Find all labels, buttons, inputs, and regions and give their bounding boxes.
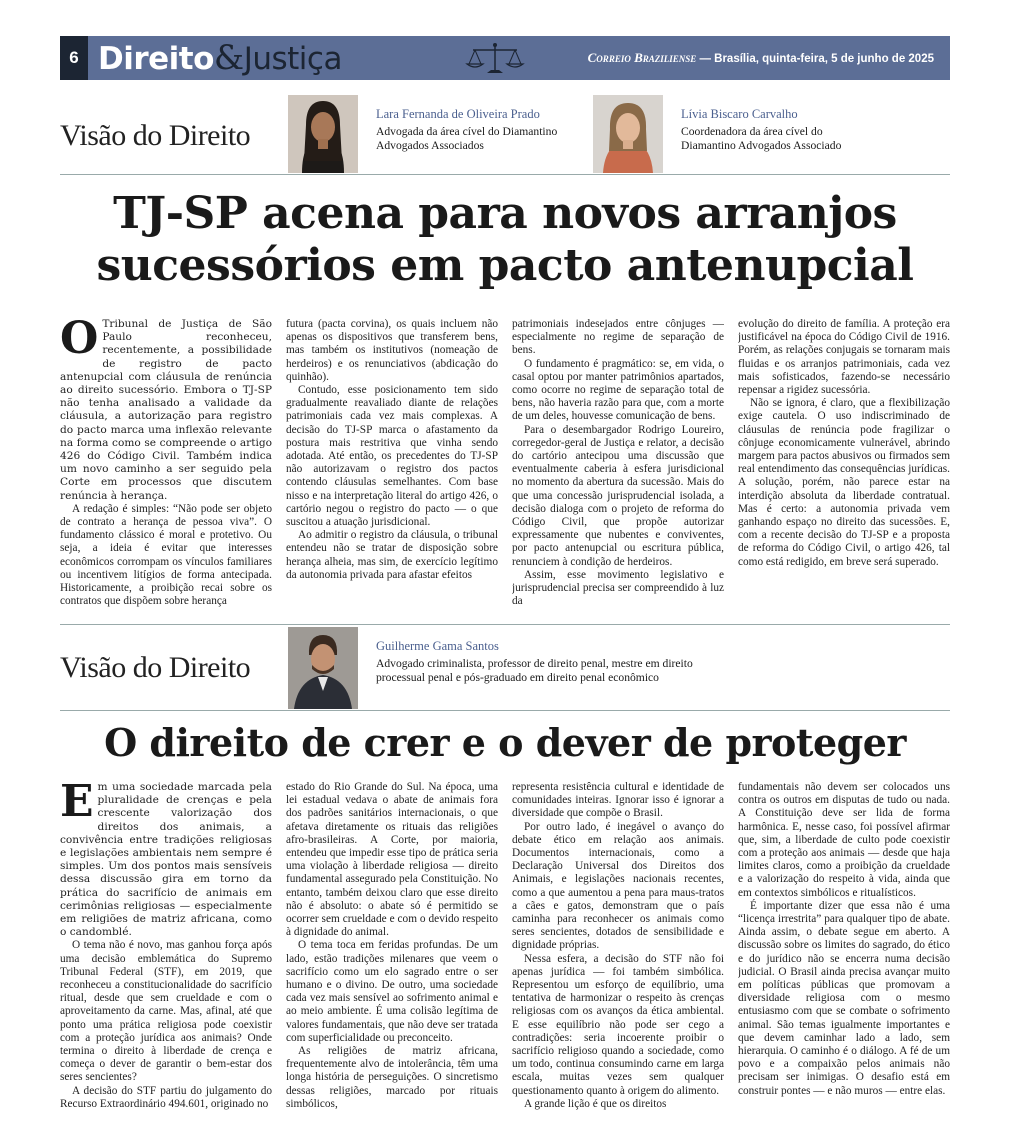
paragraph: A grande lição é que os direitos — [524, 1097, 667, 1110]
article-column — [738, 318, 950, 608]
paragraph: Ao admitir o registro da cláusula, o tribunal entendeu não se tratar de disposição sobre herança alheia, mas sim, de exercício legítimo da autonomia privada para afastar efeitos — [286, 529, 498, 581]
section-title — [98, 36, 342, 81]
author-role-line2: Diamantino Advogados Associado — [681, 139, 842, 152]
headline-article-2: O direito de crer e o dever de proteger — [104, 720, 906, 765]
paragraph: evolução do direito de família. A proteção era justificável na época do Código Civil de 1916. Porém, as relações conjugais se tornaram mais fluidas e os arranjos patrimoniais, cada vez mais sofisticados, fazendo-se necessário repensar a rigidez sucessória. — [738, 318, 950, 397]
author-strip-1 — [60, 95, 950, 175]
dropcap: E — [60, 781, 94, 827]
column-label: Visão do Direito — [60, 119, 251, 152]
column-label: Visão do Direito — [60, 651, 251, 684]
author-photo — [593, 95, 663, 173]
author-photo — [288, 95, 358, 173]
paragraph: Assim, esse movimento legislativo e jurisprudencial precisa ser compreendido à luz da — [512, 568, 724, 608]
dropcap: O — [60, 318, 99, 364]
author-role-line1: Advogada da área cível do Diamantino — [376, 124, 558, 138]
paragraph: patrimoniais indesejados entre cônjuges — especialmente no regime de separação de bens. — [512, 318, 724, 357]
lede-text: m uma sociedade marcada pela pluralidade de crenças e pela crescente valorização dos direitos dos animais, a convivência entre tradições religiosas e legislações ambientais nem sempre é simples. Um dos pontos mais sensíveis dessa discussão gira em torno da prática do sacrifício de animais em cerimônias religiosas — especialmente em religiões de matriz africana, como o candomblé. — [60, 781, 272, 939]
author-role-line2: processual penal e pós-graduado em direito penal econômico — [376, 671, 659, 684]
author-role-line2: Advogados Associados — [376, 139, 484, 152]
article-1-body — [60, 318, 950, 608]
newspaper-brand: Correio Braziliense — [587, 50, 697, 65]
paragraph: O fundamento é pragmático: se, em vida, o casal optou por manter patrimônios apartados, como ocorre no regime de separação total de bens, não haveria razão para que, com a morte de um deles, houvesse comunicação de bens. — [512, 357, 724, 423]
author-name: Lara Fernanda de Oliveira Prado — [376, 107, 540, 121]
paragraph: A redação é simples: “Não pode ser objeto de contrato a herança de pessoa viva”. O fundamento clássico é moral e protetivo. Ou seja, a ideia é evitar que interesses econômicos corrompam os vínculos familiares ou incentivem litígios de forma antecipada. Historicamente, a proibição recai sobre os contratos que dispõem sobre herança — [60, 502, 272, 608]
author-name: Lívia Biscaro Carvalho — [681, 107, 798, 121]
article-column — [286, 318, 498, 608]
author-card — [288, 627, 693, 709]
section-title-part2: Justiça — [243, 40, 342, 77]
paragraph: O tema toca em feridas profundas. De um lado, estão tradições milenares que veem o sacrifício como um elo sagrado entre o ser humano e o divino. De outro, uma sociedade cada vez mais sensível ao sofrimento animal e ao meio ambiente. É uma colisão legítima de valores fundamentais, que não deve ser tratada com superficialidade ou preconceito. — [286, 939, 498, 1044]
article-column — [512, 318, 724, 608]
paragraph: A decisão do STF partiu do julgamento do Recurso Extraordinário 494.601, originado no — [60, 1084, 272, 1110]
edition-date: — Brasília, quinta-feira, 5 de junho de 2025 — [696, 53, 934, 65]
paragraph: Não se ignora, é claro, que a flexibilização exige cautela. O uso indiscriminado de cláusulas de renúncia pode fragilizar o cônjuge economicamente vulnerável, abrindo margem para pactos abusivos ou firmados sem real entendimento das consequências jurídicas. A solução, porém, não parece estar na interdição absoluta da liberdade contratual. Mas é certo: a autonomia privada vem ganhando espaço no direito das sucessões. E, com a recente decisão do TJ-SP e a proposta de reforma do Código Civil, o artigo 426, tal como está redigido, em breve será superado. — [738, 397, 950, 568]
lede-text: Tribunal de Justiça de São Paulo reconheceu, recentemente, a possibilidade de registro de pacto antenupcial com cláusula de renúncia ao direito sucessório. Embora o TJ-SP não tenha analisado a validade da cláusula, a autorização para registro do pacto marca uma inflexão relevante na forma como se compreende o artigo 426 do Código Civil. Também indica um novo caminho a ser seguido pela Corte em processos que discutem renúncia à herança. — [60, 318, 272, 502]
author-photo — [288, 627, 358, 709]
paragraph: É importante dizer que essa não é uma “licença irrestrita” para qualquer tipo de abate. Ainda assim, o debate segue em aberto. A discussão sobre os limites do sagrado, do ético e do jurídico não se encerra numa decisão judicial. O Brasil ainda precisa avançar muito em políticas públicas que promovam a diversidade religiosa com o mesmo entusiasmo com que se combate o sofrimento animal. São temas igualmente importantes e que devem caminhar lado a lado, sem hierarquia. O caminho é o diálogo. A fé de um povo e a compaixão pelos animais não precisam ser inimigas. O desafio está em construir pontes — e não muros — entre elas. — [738, 899, 950, 1097]
article-column — [60, 318, 272, 608]
author-card — [593, 95, 841, 173]
author-role-line1: Coordenadora da área cível do — [681, 124, 823, 138]
paragraph: As religiões de matriz africana, frequentemente alvo de intolerância, têm uma longa história de perseguições. O sincretismo dessas religiões, marcado por rituais simbólicos, — [286, 1045, 498, 1110]
paragraph: O tema não é novo, mas ganhou força após uma decisão emblemática do Supremo Tribunal Federal (STF), em 2019, que reconheceu a constitucionalidade do sacrifício ritual, desde que sem crueldade e com o aproveitamento da carne. Mas, afinal, até que ponto uma prática religiosa pode coexistir com a proteção jurídica aos animais? Onde termina o direito à liberdade de crença e começa o dever de garantir o bem-estar dos seres sencientes? — [60, 939, 272, 1084]
page-number: 6 — [60, 36, 88, 80]
article-column — [286, 781, 498, 1123]
headline-article-1 — [60, 188, 950, 292]
paper-info — [588, 36, 934, 81]
paragraph: Por outro lado, é inegável o avanço do debate ético em relação aos animais. Documentos internacionais, como a Declaração Universal dos Direitos dos Animais, e legislações nacionais recentes, como a que aumentou a pena para maus-tratos a cães e gatos, demonstram que o país caminha para reconhecer os animais como seres sencientes, dotados de sensibilidade e dignidade próprias. — [512, 820, 724, 952]
paragraph: representa resistência cultural e identidade de comunidades inteiras. Ignorar isso é ignorar a diversidade que compõe o Brasil. — [512, 781, 724, 820]
paragraph: Para o desembargador Rodrigo Loureiro, corregedor-geral de Justiça e relator, a decisão do cartório antecipou uma discussão que eventualmente caberia à esfera jurisdicional no momento da abertura da sucessão. Mais do que uma concessão jurisprudencial isolada, a decisão dialoga com o projeto de reforma do Código Civil, que propõe autorizar expressamente que nubentes e conviventes, por pacto antenupcial ou escritura pública, renunciem à condição de herdeiros. — [512, 423, 724, 568]
scales-of-justice-icon — [465, 40, 525, 76]
article-column — [512, 781, 724, 1123]
headline-line-2: sucessórios em pacto antenupcial — [96, 240, 914, 291]
paragraph: estado do Rio Grande do Sul. Na época, uma lei estadual vedava o abate de animais fora dos padrões sanitários internacionais, o que afetava diretamente os rituais das religiões afro-brasileiras. A Corte, por maioria, entendeu que impedir esse tipo de prática seria uma violação à liberdade religiosa — direito fundamental assegurado pela Constituição. No entanto, também deixou claro que esse direito não é absoluto: o abate só é permitido se ocorrer sem crueldade e com o devido respeito à dignidade do animal. — [286, 781, 498, 939]
section-title-amp: & — [213, 37, 244, 78]
headline-line-1: TJ-SP acena para novos arranjos — [113, 188, 897, 239]
paragraph: fundamentais não devem ser colocados uns contra os outros em disputas de tudo ou nada. A Constituição deve ser lida de forma harmônica. E, nesse caso, foi possível afirmar que, sim, a liberdade de culto pode coexistir com a proteção aos animais — desde que haja limites claros, como a proibição da crueldade e a valorização do respeito à vida, ainda que em contextos simbólicos e ritualísticos. — [738, 781, 950, 899]
section-title-part1: Direito — [98, 40, 214, 77]
author-info — [376, 107, 557, 173]
masthead — [60, 36, 950, 80]
paragraph: Contudo, esse posicionamento tem sido gradualmente reavaliado diante de relações patrimoniais cada vez mais complexas. A decisão do TJ-SP marca o afastamento da postura mais restritiva que vinha sendo adotada. Até então, os precedentes do TJ-SP não autorizavam o registro dos pactos contendo cláusulas semelhantes. Com base nisso e na interpretação literal do artigo 426, o cartório negou o registro do pacto — o que suscitou a atuação jurisdicional. — [286, 384, 498, 529]
author-strip-2 — [60, 625, 950, 711]
section-bar — [88, 36, 950, 80]
author-name: Guilherme Gama Santos — [376, 639, 499, 653]
article-column — [738, 781, 950, 1123]
author-info — [681, 107, 841, 173]
author-info — [376, 639, 693, 709]
author-card — [288, 95, 557, 173]
author-role-line1: Advogado criminalista, professor de direito penal, mestre em direito — [376, 656, 693, 670]
paragraph: futura (pacta corvina), os quais incluem não apenas os dispositivos que transferem bens, mas também os institutivos (nomeação de herdeiros) e os renunciativos (abdicação do quinhão). — [286, 318, 498, 383]
article-2-body — [60, 781, 950, 1123]
article-column — [60, 781, 272, 1123]
paragraph: Nessa esfera, a decisão do STF não foi apenas jurídica — foi também simbólica. Representou um esforço de equilíbrio, uma tentativa de harmonizar o respeito às crenças religiosas com os avanços da ética ambiental. E esse equilíbrio não pode ser cego a contradições: seria incoerente proibir o sacrifício religioso quando a sociedade, como um todo, continua consumindo carne em larga escala, muitas vezes sem qualquer questionamento quanto à origem do alimento. — [512, 952, 724, 1097]
